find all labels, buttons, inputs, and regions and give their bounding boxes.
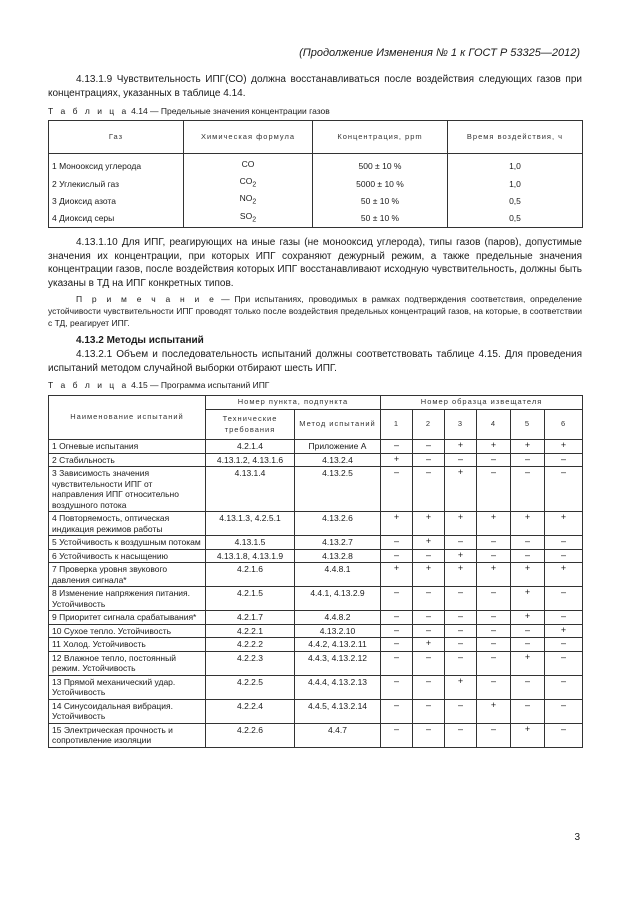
sample-6-mark: – xyxy=(545,699,583,723)
table-row xyxy=(49,536,583,550)
method-point: Приложение А xyxy=(295,440,381,454)
sample-5-mark: – xyxy=(511,549,545,563)
tech-req-point: 4.2.2.1 xyxy=(206,624,295,638)
sample-6-mark: + xyxy=(545,440,583,454)
test-name: 4 Повторяемость, оптическая индикация режимов работы xyxy=(49,512,206,536)
sample-2-mark: – xyxy=(413,624,445,638)
gas-concentration: 5000 ± 10 % xyxy=(313,175,448,192)
table-row xyxy=(49,467,583,512)
header-point: Номер пункта, подпункта xyxy=(206,396,381,410)
header-gas: Газ xyxy=(49,121,184,154)
header-sample-3: 3 xyxy=(445,410,477,440)
header-test-name: Наименование испытаний xyxy=(49,396,206,440)
header-sample-2: 2 xyxy=(413,410,445,440)
sample-6-mark: + xyxy=(545,512,583,536)
page-header: (Продолжение Изменения № 1 к ГОСТ Р 53325—2012) xyxy=(299,47,580,59)
sample-2-mark: – xyxy=(413,549,445,563)
sample-3-mark: – xyxy=(445,723,477,747)
table-body xyxy=(49,440,583,748)
sample-6-mark: – xyxy=(545,549,583,563)
test-name: 5 Устойчивость к воздушным потокам xyxy=(49,536,206,550)
method-point: 4.13.2.5 xyxy=(295,467,381,512)
table-row xyxy=(49,638,583,652)
method-point: 4.4.4, 4.13.2.13 xyxy=(295,675,381,699)
method-point: 4.4.2, 4.13.2.11 xyxy=(295,638,381,652)
sample-2-mark: – xyxy=(413,440,445,454)
sample-4-mark: – xyxy=(477,587,511,611)
sample-5-mark: – xyxy=(511,536,545,550)
table-row xyxy=(49,154,583,176)
gas-formula: CO xyxy=(184,154,313,176)
sample-4-mark: – xyxy=(477,453,511,467)
sample-5-mark: – xyxy=(511,675,545,699)
sample-1-mark: – xyxy=(381,675,413,699)
sample-2-mark: + xyxy=(413,536,445,550)
gas-concentration: 50 ± 10 % xyxy=(313,210,448,228)
table-row xyxy=(49,440,583,454)
sample-6-mark: – xyxy=(545,467,583,512)
method-point: 4.4.3, 4.13.2.12 xyxy=(295,651,381,675)
header-concentration: Концентрация, ppm xyxy=(313,121,448,154)
table-row xyxy=(49,611,583,625)
sample-6-mark: – xyxy=(545,723,583,747)
note xyxy=(48,293,582,329)
table-row xyxy=(49,512,583,536)
paragraph-4-13-1-9: 4.13.1.9 Чувствительность ИПГ(СО) должна восстанавливаться после воздействия следующих газов при концентрациях, указанных в таблице 4.14. xyxy=(48,74,582,99)
header-formula: Химическая формула xyxy=(184,121,313,154)
tech-req-point: 4.2.1.5 xyxy=(206,587,295,611)
sample-4-mark: + xyxy=(477,512,511,536)
sample-3-mark: – xyxy=(445,699,477,723)
sample-4-mark: – xyxy=(477,549,511,563)
method-point: 4.13.2.6 xyxy=(295,512,381,536)
table-row xyxy=(49,587,583,611)
gas-name: 1 Монооксид углерода xyxy=(49,154,184,176)
gas-name: 4 Диоксид серы xyxy=(49,210,184,228)
sample-1-mark: – xyxy=(381,638,413,652)
table-row xyxy=(49,563,583,587)
test-name: 10 Сухое тепло. Устойчивость xyxy=(49,624,206,638)
caption-text: 4.15 — Программа испытаний ИПГ xyxy=(131,380,270,390)
sample-5-mark: – xyxy=(511,467,545,512)
sample-3-mark: – xyxy=(445,638,477,652)
sample-6-mark: – xyxy=(545,651,583,675)
sample-1-mark: – xyxy=(381,611,413,625)
sample-2-mark: – xyxy=(413,587,445,611)
table-row xyxy=(49,549,583,563)
caption-prefix: Т а б л и ц а xyxy=(48,380,129,390)
sample-1-mark: – xyxy=(381,536,413,550)
sample-1-mark: – xyxy=(381,651,413,675)
sample-3-mark: + xyxy=(445,675,477,699)
sample-6-mark: – xyxy=(545,587,583,611)
sample-2-mark: – xyxy=(413,675,445,699)
test-name: 8 Изменение напряжения питания. Устойчивость xyxy=(49,587,206,611)
gas-name: 2 Углекислый газ xyxy=(49,175,184,192)
sample-1-mark: + xyxy=(381,453,413,467)
sample-4-mark: – xyxy=(477,611,511,625)
test-name: 13 Прямой механический удар. Устойчивость xyxy=(49,675,206,699)
sample-2-mark: + xyxy=(413,638,445,652)
method-point: 4.4.7 xyxy=(295,723,381,747)
test-name: 14 Синусоидальная вибрация. Устойчивость xyxy=(49,699,206,723)
sample-3-mark: + xyxy=(445,440,477,454)
method-point: 4.13.2.8 xyxy=(295,549,381,563)
tech-req-point: 4.13.1.8, 4.13.1.9 xyxy=(206,549,295,563)
table-row xyxy=(49,210,583,228)
tech-req-point: 4.2.1.4 xyxy=(206,440,295,454)
method-point: 4.4.1, 4.13.2.9 xyxy=(295,587,381,611)
table-header-row xyxy=(49,121,583,154)
sample-4-mark: – xyxy=(477,675,511,699)
sample-6-mark: – xyxy=(545,536,583,550)
caption-text: 4.14 — Предельные значения концентрации газов xyxy=(131,106,330,116)
test-name: 3 Зависимость значения чувствительности ИПГ от направления ИПГ относительно воздушного потока xyxy=(49,467,206,512)
sample-1-mark: + xyxy=(381,512,413,536)
method-point: 4.4.5, 4.13.2.14 xyxy=(295,699,381,723)
sample-4-mark: + xyxy=(477,563,511,587)
sample-3-mark: + xyxy=(445,549,477,563)
method-point: 4.13.2.4 xyxy=(295,453,381,467)
table-row xyxy=(49,675,583,699)
gas-concentration: 50 ± 10 % xyxy=(313,192,448,209)
sample-6-mark: – xyxy=(545,611,583,625)
gas-time: 1,0 xyxy=(448,175,583,192)
test-name: 7 Проверка уровня звукового давления сигнала* xyxy=(49,563,206,587)
gas-time: 0,5 xyxy=(448,210,583,228)
header-method: Метод испытаний xyxy=(295,410,381,440)
sample-5-mark: – xyxy=(511,453,545,467)
sample-3-mark: – xyxy=(445,651,477,675)
method-point: 4.4.8.1 xyxy=(295,563,381,587)
table-row xyxy=(49,453,583,467)
sample-2-mark: – xyxy=(413,611,445,625)
tech-req-point: 4.2.2.3 xyxy=(206,651,295,675)
header-sample: Номер образца извещателя xyxy=(381,396,583,410)
table-4-15 xyxy=(48,395,583,748)
sample-5-mark: – xyxy=(511,699,545,723)
test-name: 9 Приоритет сигнала срабатывания* xyxy=(49,611,206,625)
sample-6-mark: – xyxy=(545,638,583,652)
paragraph-4-13-1-10: 4.13.1.10 Для ИПГ, реагирующих на иные газы (не монооксид углерода), типы газов (паров), допустимые значения их концентрации, при которых ИПГ сохраняют дежурный режим, а также предельные значения концентрации газов, после воздействия которых ИПГ восстанавливают исходную чувствительность, должны быть указаны в ТД на ИПГ конкретных типов. xyxy=(48,237,582,289)
sample-6-mark: – xyxy=(545,675,583,699)
sample-1-mark: – xyxy=(381,624,413,638)
gas-name: 3 Диоксид азота xyxy=(49,192,184,209)
sample-5-mark: + xyxy=(511,587,545,611)
sample-4-mark: – xyxy=(477,624,511,638)
sample-6-mark: + xyxy=(545,563,583,587)
sample-3-mark: – xyxy=(445,624,477,638)
sample-3-mark: – xyxy=(445,536,477,550)
tech-req-point: 4.13.1.4 xyxy=(206,467,295,512)
sample-1-mark: – xyxy=(381,723,413,747)
sample-4-mark: – xyxy=(477,536,511,550)
table-4-14-caption xyxy=(48,106,330,116)
sample-2-mark: + xyxy=(413,512,445,536)
sample-4-mark: + xyxy=(477,699,511,723)
tech-req-point: 4.13.1.5 xyxy=(206,536,295,550)
gas-time: 1,0 xyxy=(448,154,583,176)
gas-concentration: 500 ± 10 % xyxy=(313,154,448,176)
sample-4-mark: – xyxy=(477,723,511,747)
tech-req-point: 4.2.1.6 xyxy=(206,563,295,587)
sample-3-mark: – xyxy=(445,453,477,467)
test-name: 1 Огневые испытания xyxy=(49,440,206,454)
gas-formula: $NO_2$ xyxy=(184,192,313,209)
table-row xyxy=(49,723,583,747)
sample-5-mark: + xyxy=(511,563,545,587)
sample-1-mark: – xyxy=(381,549,413,563)
tech-req-point: 4.2.2.5 xyxy=(206,675,295,699)
note-text: — При испытаниях, проводимых в рамках подтверждения соответствия, определение устойчивости чувствительности ИПГ проводят только после воздействия предельных концентраций газов, на которые, в соответствии с ТД, реагирует ИПГ. xyxy=(48,294,582,328)
sample-1-mark: + xyxy=(381,563,413,587)
table-row xyxy=(49,175,583,192)
sample-3-mark: + xyxy=(445,512,477,536)
sample-1-mark: – xyxy=(381,440,413,454)
sample-3-mark: + xyxy=(445,563,477,587)
paragraph-4-13-2-1: 4.13.2.1 Объем и последовательность испытаний должны соответствовать таблице 4.15. Для проведения испытаний методом случайной выборки отбирают шесть ИПГ. xyxy=(48,349,582,374)
tech-req-point: 4.2.2.6 xyxy=(206,723,295,747)
table-header-row xyxy=(49,396,583,410)
header-sample-5: 5 xyxy=(511,410,545,440)
method-point: 4.13.2.10 xyxy=(295,624,381,638)
table-row xyxy=(49,192,583,209)
method-point: 4.4.8.2 xyxy=(295,611,381,625)
table-row xyxy=(49,699,583,723)
sample-2-mark: + xyxy=(413,563,445,587)
sample-6-mark: – xyxy=(545,453,583,467)
sample-2-mark: – xyxy=(413,723,445,747)
sample-5-mark: + xyxy=(511,723,545,747)
sample-2-mark: – xyxy=(413,453,445,467)
test-name: 15 Электрическая прочность и сопротивление изоляции xyxy=(49,723,206,747)
header-time: Время воздействия, ч xyxy=(448,121,583,154)
page-number: 3 xyxy=(574,832,580,843)
sample-1-mark: – xyxy=(381,467,413,512)
sample-3-mark: + xyxy=(445,467,477,512)
table-row xyxy=(49,651,583,675)
sample-2-mark: – xyxy=(413,699,445,723)
sample-4-mark: – xyxy=(477,467,511,512)
caption-prefix: Т а б л и ц а xyxy=(48,106,129,116)
test-name: 11 Холод. Устойчивость xyxy=(49,638,206,652)
sample-3-mark: – xyxy=(445,587,477,611)
note-prefix: П р и м е ч а н и е xyxy=(76,294,217,304)
tech-req-point: 4.13.1.3, 4.2.5.1 xyxy=(206,512,295,536)
tech-req-point: 4.13.1.2, 4.13.1.6 xyxy=(206,453,295,467)
gas-time: 0,5 xyxy=(448,192,583,209)
tech-req-point: 4.2.2.4 xyxy=(206,699,295,723)
sample-5-mark: – xyxy=(511,624,545,638)
header-sample-6: 6 xyxy=(545,410,583,440)
sample-3-mark: – xyxy=(445,611,477,625)
section-heading: 4.13.2 Методы испытаний xyxy=(76,335,204,346)
tech-req-point: 4.2.1.7 xyxy=(206,611,295,625)
sample-1-mark: – xyxy=(381,587,413,611)
sample-5-mark: + xyxy=(511,440,545,454)
gas-formula: $SO_2$ xyxy=(184,210,313,228)
header-sample-1: 1 xyxy=(381,410,413,440)
tech-req-point: 4.2.2.2 xyxy=(206,638,295,652)
table-4-14 xyxy=(48,120,583,228)
gas-formula: $CO_2$ xyxy=(184,175,313,192)
sample-4-mark: + xyxy=(477,440,511,454)
sample-4-mark: – xyxy=(477,638,511,652)
sample-5-mark: + xyxy=(511,512,545,536)
header-tech-req: Технические требования xyxy=(206,410,295,440)
sample-5-mark: – xyxy=(511,638,545,652)
test-name: 2 Стабильность xyxy=(49,453,206,467)
test-name: 6 Устойчивость к насыщению xyxy=(49,549,206,563)
header-sample-4: 4 xyxy=(477,410,511,440)
sample-2-mark: – xyxy=(413,651,445,675)
table-4-15-caption xyxy=(48,380,269,390)
sample-4-mark: – xyxy=(477,651,511,675)
sample-5-mark: + xyxy=(511,651,545,675)
sample-1-mark: – xyxy=(381,699,413,723)
sample-5-mark: + xyxy=(511,611,545,625)
table-row xyxy=(49,624,583,638)
test-name: 12 Влажное тепло, постоянный режим. Устойчивость xyxy=(49,651,206,675)
sample-6-mark: + xyxy=(545,624,583,638)
sample-2-mark: – xyxy=(413,467,445,512)
method-point: 4.13.2.7 xyxy=(295,536,381,550)
